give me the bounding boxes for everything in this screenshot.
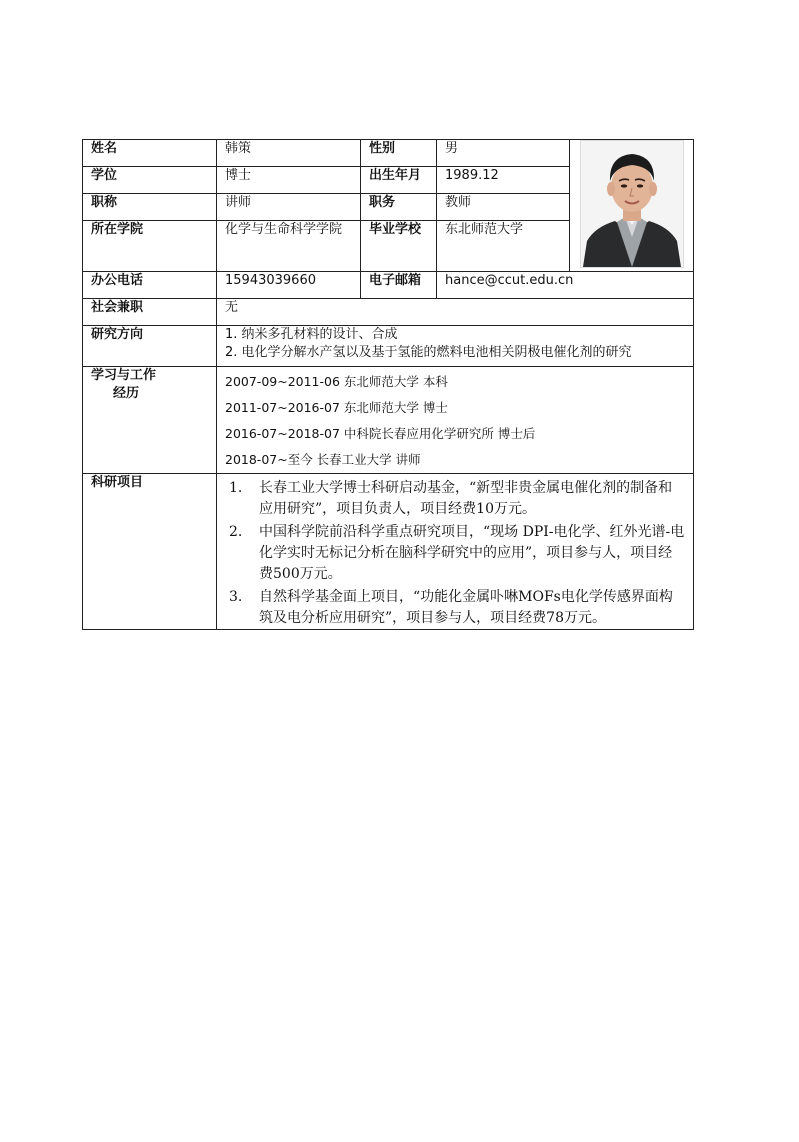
- birth-value: 1989.12: [437, 167, 570, 194]
- project-text: 中国科学院前沿科学重点研究项目，“现场 DPI-电化学、红外光谱-电化学实时无标记分析在脑科学研究中的应用”，项目参与人，项目经费500万元。: [259, 524, 685, 582]
- project-text: 自然科学基金面上项目，“功能化金属卟啉MOFs电化学传感界面构筑及电分析应用研究”，项目参与人，项目经费78万元。: [259, 589, 673, 626]
- experience-item: 2011-07~2016-07 东北师范大学 博士: [225, 400, 448, 415]
- project-number: 2.: [229, 524, 243, 540]
- title-label: 职称: [83, 194, 217, 221]
- position-label: 职务: [361, 194, 437, 221]
- project-number: 1.: [229, 480, 243, 496]
- research-item: 2. 电化学分解水产氢以及基于氢能的燃料电池相关阴极电催化剂的研究: [225, 345, 632, 360]
- projects-cell: [217, 474, 694, 630]
- experience-item: 2007-09~2011-06 东北师范大学 本科: [225, 374, 448, 389]
- research-label: 研究方向: [83, 326, 217, 367]
- project-item: [225, 478, 685, 520]
- projects-list: [225, 478, 685, 629]
- profile-table: [82, 139, 694, 630]
- email-label: 电子邮箱: [361, 272, 437, 299]
- degree-value: 博士: [217, 167, 361, 194]
- phone-value: 15943039660: [217, 272, 361, 299]
- social-value: 无: [217, 299, 694, 326]
- project-number: 3.: [229, 589, 243, 605]
- name-value: 韩策: [217, 140, 361, 167]
- college-value: 化学与生命科学学院: [217, 221, 361, 272]
- experience-label-line-2: 经历: [113, 386, 140, 401]
- experience-item: 2018-07~至今 长春工业大学 讲师: [225, 452, 421, 467]
- project-item: [225, 522, 685, 585]
- school-value: 东北师范大学: [437, 221, 570, 272]
- project-item: [225, 587, 685, 629]
- school-label: 毕业学校: [361, 221, 437, 272]
- position-value: 教师: [437, 194, 570, 221]
- name-label: 姓名: [83, 140, 217, 167]
- experience-label: [83, 367, 217, 474]
- portrait-photo: [580, 140, 684, 268]
- title-value: 讲师: [217, 194, 361, 221]
- projects-label: 科研项目: [83, 474, 217, 630]
- research-item: 1. 纳米多孔材料的设计、合成: [225, 327, 398, 342]
- experience-list: [217, 367, 694, 474]
- gender-value: 男: [437, 140, 570, 167]
- research-list: [217, 326, 694, 367]
- portrait-image: [581, 141, 683, 267]
- photo-cell: [570, 140, 694, 272]
- experience-label-line-1: 学习与工作: [91, 368, 157, 383]
- birth-label: 出生年月: [361, 167, 437, 194]
- degree-label: 学位: [83, 167, 217, 194]
- phone-label: 办公电话: [83, 272, 217, 299]
- project-text: 长春工业大学博士科研启动基金，“新型非贵金属电催化剂的制备和应用研究”，项目负责人，项目经费10万元。: [259, 480, 673, 517]
- social-label: 社会兼职: [83, 299, 217, 326]
- gender-label: 性别: [361, 140, 437, 167]
- college-label: 所在学院: [83, 221, 217, 272]
- email-value: hance@ccut.edu.cn: [437, 272, 694, 299]
- experience-item: 2016-07~2018-07 中科院长春应用化学研究所 博士后: [225, 426, 536, 441]
